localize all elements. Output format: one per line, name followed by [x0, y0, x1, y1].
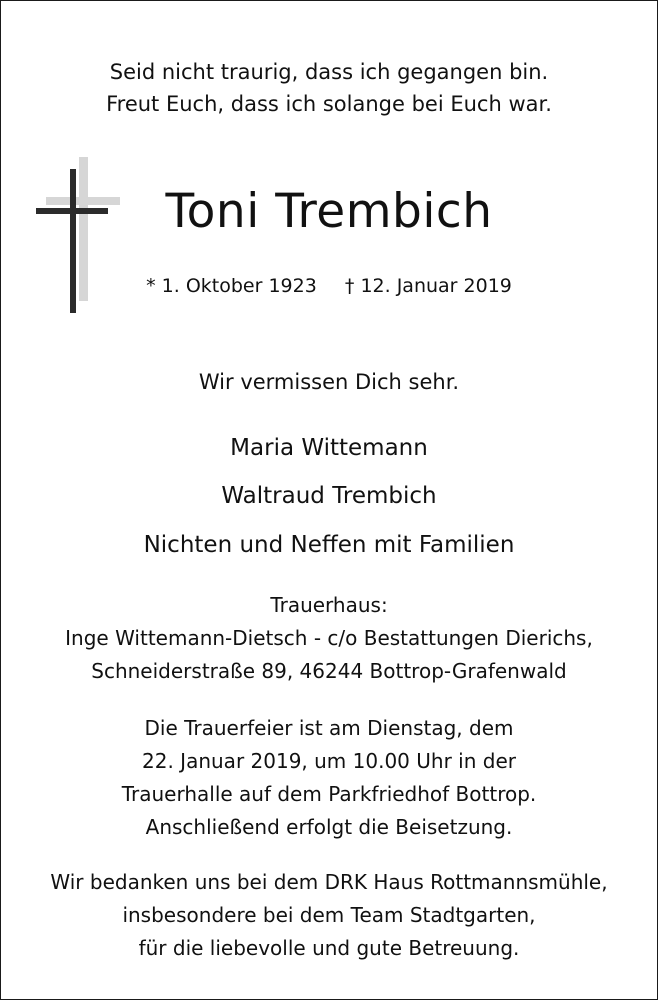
birth-date: * 1. Oktober 1923: [146, 275, 317, 297]
mourner-1: Maria Wittemann: [230, 435, 428, 461]
thanks-line-1: Wir bedanken uns bei dem DRK Haus Rottmannsmühle,: [50, 870, 608, 894]
ceremony-line-2: 22. Januar 2019, um 10.00 Uhr in der: [142, 749, 516, 773]
trauerhaus-line-2: Schneiderstraße 89, 46244 Bottrop-Grafenwald: [91, 659, 567, 683]
trauerhaus-line-1: Inge Wittemann-Dietsch - c/o Bestattungen Dierichs,: [65, 626, 593, 650]
miss-line: Wir vermissen Dich sehr.: [198, 370, 460, 394]
deceased-name: Toni Trembich: [165, 184, 493, 239]
trauerhaus-heading: Trauerhaus:: [270, 593, 388, 617]
death-date: † 12. Januar 2019: [344, 275, 512, 297]
thanks-line-2: insbesondere bei dem Team Stadtgarten,: [122, 903, 536, 927]
mourner-3: Nichten und Neffen mit Familien: [143, 532, 515, 558]
ceremony-line-3: Trauerhalle auf dem Parkfriedhof Bottrop.: [121, 782, 537, 806]
ceremony-line-4: Anschließend erfolgt die Beisetzung.: [145, 815, 513, 839]
ceremony-line-1: Die Trauerfeier ist am Dienstag, dem: [144, 716, 514, 740]
life-dates: [0, 275, 658, 297]
thanks-line-3: für die liebevolle und gute Betreuung.: [138, 936, 520, 960]
motto-line-1: Seid nicht traurig, dass ich gegangen bin.: [109, 60, 549, 84]
motto-line-2: Freut Euch, dass ich solange bei Euch war.: [106, 92, 552, 116]
mourner-2: Waltraud Trembich: [221, 483, 437, 509]
